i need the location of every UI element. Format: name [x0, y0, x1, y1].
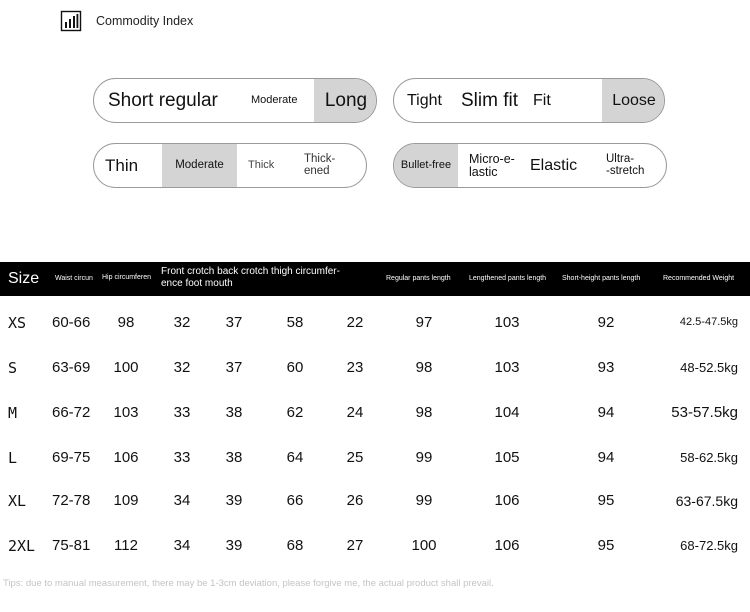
- cell-waist: 66-72: [52, 404, 91, 421]
- cell-regular: 98: [415, 359, 433, 376]
- cell-size: S: [8, 359, 18, 377]
- cell-foot: 25: [346, 449, 364, 466]
- cell-hip: 100: [113, 359, 139, 376]
- thickness-selector: [93, 143, 367, 188]
- cell-front: 34: [173, 537, 191, 554]
- header-lengthened-length: Lengthened pants length: [469, 275, 547, 282]
- cell-regular: 97: [415, 314, 433, 331]
- cell-regular: 100: [411, 537, 437, 554]
- cell-weight: 42.5-47.5kg: [679, 316, 738, 328]
- length-selector: [93, 78, 377, 123]
- cell-foot: 26: [346, 492, 364, 509]
- cell-waist: 75-81: [52, 537, 91, 554]
- measurement-tip: Tips: due to manual measurement, there may be 1-3cm deviation, please forgive me, the actual product shall prevail.: [3, 578, 494, 589]
- cell-short: 92: [597, 314, 615, 331]
- cell-waist: 69-75: [52, 449, 91, 466]
- cell-regular: 99: [415, 492, 433, 509]
- fit-option-slim-fit: Slim fit: [461, 90, 518, 111]
- thickness-option-thick: Thick: [248, 159, 275, 171]
- cell-lengthened: 104: [494, 404, 520, 421]
- cell-short: 95: [597, 537, 615, 554]
- cell-back: 38: [225, 449, 243, 466]
- commodity-index-header: [60, 10, 193, 32]
- cell-short: 95: [597, 492, 615, 509]
- cell-foot: 27: [346, 537, 364, 554]
- cell-thigh: 60: [286, 359, 304, 376]
- length-option-short-regular: Short regular: [108, 90, 218, 111]
- cell-back: 37: [225, 359, 243, 376]
- cell-back: 39: [225, 492, 243, 509]
- thickness-option-thin: Thin: [105, 156, 139, 175]
- cell-size: M: [8, 404, 18, 422]
- cell-thigh: 58: [286, 314, 304, 331]
- bar-chart-icon: [60, 10, 82, 32]
- cell-front: 34: [173, 492, 191, 509]
- cell-weight: 68-72.5kg: [680, 538, 738, 553]
- stretch-option-elastic: Elastic: [530, 156, 578, 174]
- cell-regular: 99: [415, 449, 433, 466]
- cell-weight: 48-52.5kg: [680, 360, 738, 375]
- header-regular-length: Regular pants length: [386, 275, 451, 282]
- header-crotch-thigh-foot: Front crotch back crotch thigh circumfer- ence foot mouth: [161, 266, 340, 289]
- header-recommended-weight: Recommended Weight: [663, 275, 735, 282]
- cell-hip: 103: [113, 404, 139, 421]
- cell-front: 32: [173, 314, 191, 331]
- cell-back: 38: [225, 404, 243, 421]
- cell-lengthened: 103: [494, 314, 520, 331]
- cell-size: L: [8, 449, 18, 467]
- cell-weight: 53-57.5kg: [671, 404, 738, 421]
- cell-weight: 58-62.5kg: [680, 450, 738, 465]
- cell-waist: 72-78: [52, 492, 91, 509]
- stretch-option-micro-elastic: Micro-e- lastic: [469, 152, 515, 179]
- fit-option-loose: Loose: [602, 79, 665, 122]
- thickness-option-thickened: Thick- ened: [304, 153, 336, 177]
- size-table-header: [0, 262, 750, 296]
- length-option-long: Long: [314, 79, 377, 122]
- cell-thigh: 64: [286, 449, 304, 466]
- cell-thigh: 66: [286, 492, 304, 509]
- cell-regular: 98: [415, 404, 433, 421]
- cell-front: 33: [173, 404, 191, 421]
- cell-foot: 23: [346, 359, 364, 376]
- stretch-option-ultra-stretch: Ultra- -stretch: [606, 153, 645, 177]
- header-hip: Hip circumferen: [102, 274, 152, 281]
- cell-lengthened: 106: [494, 492, 520, 509]
- cell-short: 94: [597, 449, 615, 466]
- cell-waist: 60-66: [52, 314, 91, 331]
- thickness-option-moderate: Moderate: [162, 144, 237, 187]
- cell-lengthened: 103: [494, 359, 520, 376]
- cell-front: 33: [173, 449, 191, 466]
- cell-foot: 22: [346, 314, 364, 331]
- length-option-moderate: Moderate: [251, 94, 298, 106]
- cell-lengthened: 105: [494, 449, 520, 466]
- cell-size: 2XL: [8, 537, 36, 555]
- cell-thigh: 62: [286, 404, 304, 421]
- cell-waist: 63-69: [52, 359, 91, 376]
- cell-foot: 24: [346, 404, 364, 421]
- cell-weight: 63-67.5kg: [675, 492, 738, 509]
- cell-back: 39: [225, 537, 243, 554]
- stretch-option-bullet-free: Bullet-free: [394, 144, 458, 187]
- cell-hip: 106: [113, 449, 139, 466]
- cell-hip: 98: [117, 314, 135, 331]
- header-size: Size: [8, 270, 40, 287]
- cell-hip: 109: [113, 492, 139, 509]
- cell-back: 37: [225, 314, 243, 331]
- cell-size: XL: [8, 492, 27, 510]
- fit-selector: [393, 78, 665, 123]
- cell-lengthened: 106: [494, 537, 520, 554]
- cell-front: 32: [173, 359, 191, 376]
- cell-thigh: 68: [286, 537, 304, 554]
- cell-short: 94: [597, 404, 615, 421]
- fit-option-fit: Fit: [533, 91, 551, 109]
- header-waist: Waist circun: [55, 275, 93, 282]
- stretch-selector: [393, 143, 667, 188]
- page-title: Commodity Index: [96, 14, 194, 28]
- fit-option-tight: Tight: [407, 91, 442, 109]
- cell-size: XS: [8, 314, 27, 332]
- cell-hip: 112: [114, 537, 138, 554]
- cell-short: 93: [597, 359, 615, 376]
- header-short-length: Short-height pants length: [562, 275, 641, 282]
